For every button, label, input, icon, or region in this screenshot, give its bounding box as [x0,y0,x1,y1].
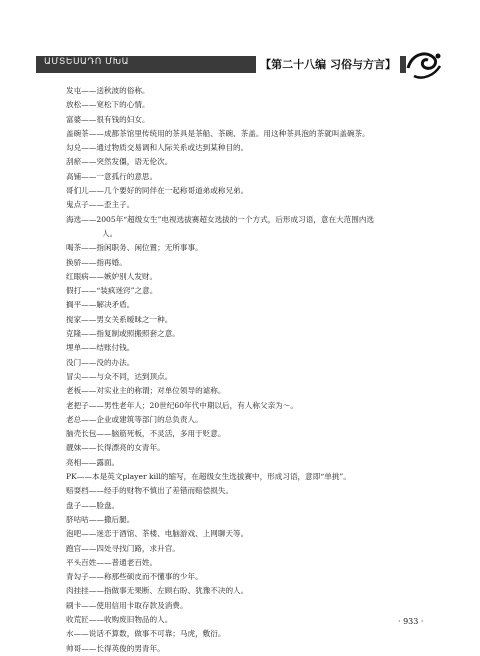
glossary-entry: 跑官——四处寻找门路，求升官。 [66,543,180,553]
glossary-entry: 老板——对实业主的称谓；对单位领导的谑称。 [66,386,226,396]
glossary-list [66,84,416,656]
glossary-entry: 富婆——很有钱的妇女。 [66,114,150,124]
glossary-entry: 赔耍档——经手的财物不慎出了差错而赔偿损失。 [66,486,234,496]
glossary-entry: 红眼病——嫉妒别人发财。 [66,271,158,281]
glossary-entry: 青勾子——称那些硕皮而不懂事的少年。 [66,572,203,582]
glossary-entry: 高铺——一意孤行的意思。 [66,171,158,181]
glossary-entry: 海选——2005年“超级女生”电视选拔赛超女选拔的一个方式，后形成习语，意在大范围内选 [66,214,375,224]
page-number: · 933 · [398,617,424,626]
glossary-entry: 平头百姓——普通老百姓。 [66,557,158,567]
glossary-entry: 埋单——结账付钱。 [66,343,135,353]
glossary-entry: 泡吧——迷恋于酒馆、茶楼、电脑游戏、上网聊天等。 [66,529,249,539]
glossary-entry: 亮相——露面。 [66,457,120,467]
section-title: 【第二十八编 习俗与方言】 [256,56,400,73]
glossary-entry: 刮瘀——突然发僵，语无伦次。 [66,157,173,167]
glossary-entry: 水——说话不算数，做事不可靠；马虎，敷衍。 [66,629,226,639]
glossary-entry: 老把子——男性老年人；20世纪60年代中期以后，有人称父亲为～。 [66,400,298,410]
glossary-entry: 靓妹——长得漂亮的女青年。 [66,443,165,453]
glossary-entry: 搁平——解决矛盾。 [66,300,135,310]
glossary-entry: 喝茶——指闲职务、闲位置；无所事事。 [66,243,203,253]
glossary-entry: 老总——企业或建筑等部门的总负责人。 [66,414,203,424]
glossary-entry: PK——本是英文player kill的缩写，在超级女生选拔赛中，形成习语，意即“单挑”。 [66,472,351,482]
glossary-entry: 盖碗茶——成都茶馆里传统用的茶具是茶船、茶碗、茶盖。用这种茶具泡的茶就叫盖碗茶。 [66,128,370,138]
glossary-entry: 搅家——男女关系暧昧之一种。 [66,314,173,324]
glossary-entry: 放松——宽松下的心情。 [66,100,150,110]
glossary-entry: 哥们儿——几个要好的同伴在一起称哥道弟或称兄弟。 [66,186,249,196]
glossary-entry: 没门——没的办法。 [66,357,135,367]
glossary-entry: 勾兑——通过物质交易调和人际关系或达到某种目的。 [66,143,249,153]
glossary-entry: 帅哥——长得英俊的男青年。 [66,643,165,653]
glossary-entry-continuation: 人。 [102,228,118,238]
glossary-entry: 换骄——指再婚。 [66,257,127,267]
glossary-entry: 收荒匠——收购废旧物品的人。 [66,614,173,624]
glossary-entry: 冒尖——与众不同，达到顶点。 [66,371,173,381]
glossary-entry: 克隆——指复制或照搬照套之意。 [66,329,180,339]
glossary-entry: 脐咕咕——撒后腿。 [66,514,135,524]
glossary-entry: 肉挂挂——指做事无果断、左顾右盼、犹豫不决的人。 [66,586,249,596]
running-header-bar [36,56,406,73]
glossary-entry: 假打——“装疯迷窍”之意。 [66,286,158,296]
glossary-entry: 鬼点子——歪主子。 [66,200,135,210]
glossary-entry: 刷卡——使用信用卡取存款及消费。 [66,600,188,610]
glossary-entry: 盘子——脸盘。 [66,500,120,510]
running-header-left: ԱՄՏԵՍԱԴՈ ՄԽԱ [44,57,129,67]
decorative-swirl-logo [404,46,444,82]
glossary-entry: 脑壳长包——脑筋死板，不灵活，多用于贬意。 [66,429,226,439]
glossary-entry: 发屯——送秋波的俗称。 [66,86,150,95]
